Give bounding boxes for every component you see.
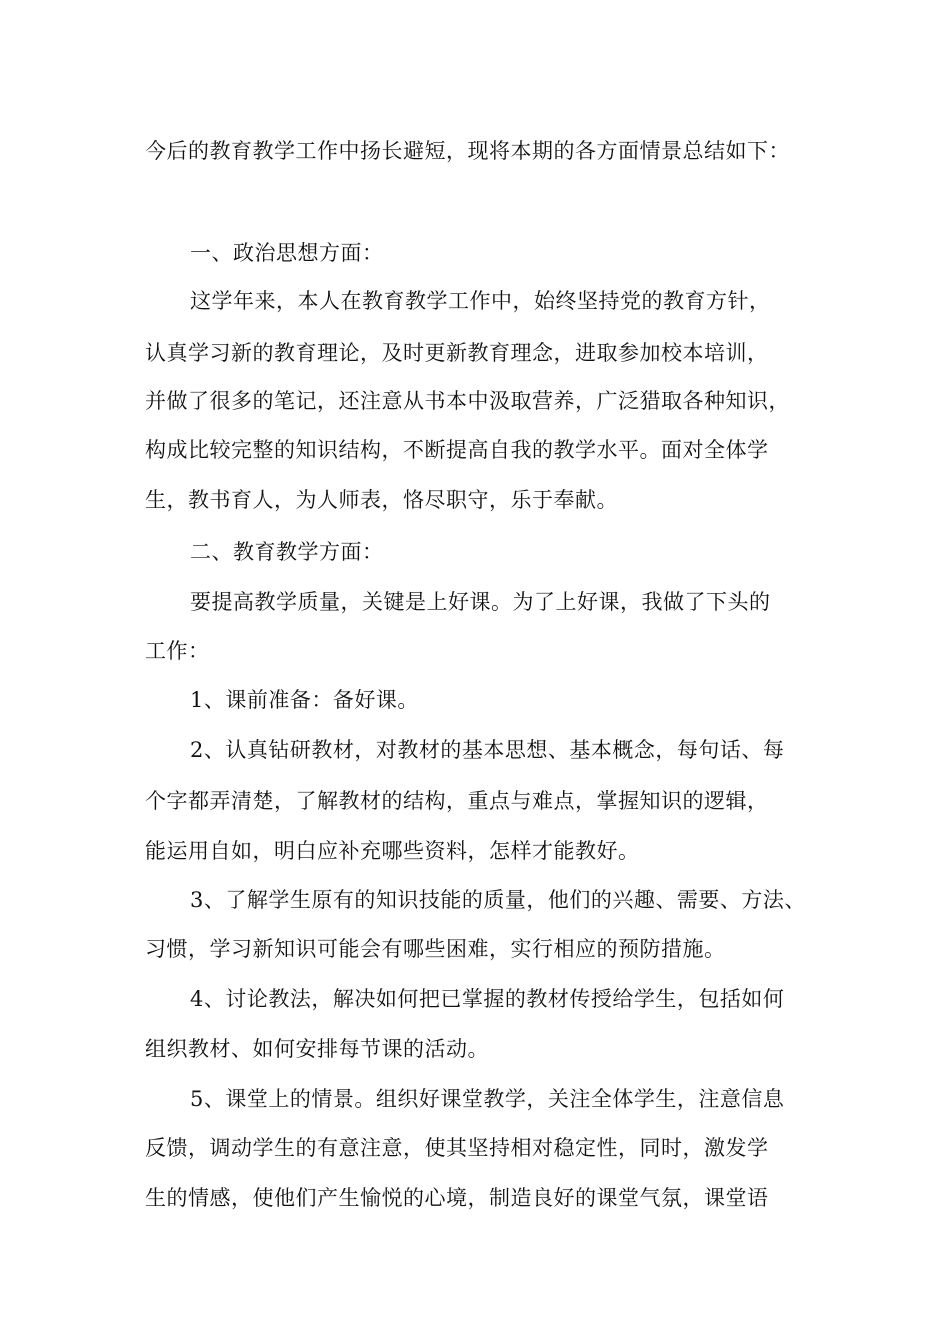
- paragraph-line: 能运用自如，明白应补充哪些资料，怎样才能教好。: [145, 839, 640, 863]
- paragraph-line: 并做了很多的笔记，还注意从书本中汲取营养，广泛猎取各种知识，: [145, 389, 790, 413]
- paragraph-line: 要提高教学质量，关键是上好课。为了上好课，我做了下头的: [190, 590, 771, 614]
- paragraph-line: 组织教材、如何安排每节课的活动。: [145, 1037, 489, 1061]
- list-item: 4、讨论教法，解决如何把已掌握的教材传授给学生，包括如何: [190, 987, 785, 1011]
- paragraph-line: 生的情感，使他们产生愉悦的心境，制造良好的课堂气氛，课堂语: [145, 1186, 769, 1210]
- paragraph-line: 这学年来，本人在教育教学工作中，始终坚持党的教育方针，: [190, 289, 771, 313]
- paragraph-line: 生，教书育人，为人师表，恪尽职守，乐于奉献。: [145, 488, 618, 512]
- list-item: 1、课前准备：备好课。: [190, 688, 419, 712]
- list-item: 2、认真钻研教材，对教材的基本思想、基本概念，每句话、每: [190, 738, 785, 762]
- list-item: 5、课堂上的情景。组织好课堂教学，关注全体学生，注意信息: [190, 1087, 785, 1111]
- section-heading: 一、政治思想方面：: [190, 241, 384, 265]
- list-item: 3、了解学生原有的知识技能的质量，他们的兴趣、需要、方法、: [190, 888, 806, 912]
- paragraph-line: 工作：: [145, 639, 210, 663]
- paragraph-line: 习惯，学习新知识可能会有哪些困难，实行相应的预防措施。: [145, 937, 726, 961]
- section-heading: 二、教育教学方面：: [190, 540, 384, 564]
- paragraph-line: 今后的教育教学工作中扬长避短，现将本期的各方面情景总结如下：: [145, 139, 790, 163]
- paragraph-line: 反馈，调动学生的有意注意，使其坚持相对稳定性，同时，激发学: [145, 1136, 769, 1160]
- paragraph-line: 构成比较完整的知识结构，不断提高自我的教学水平。面对全体学: [145, 438, 769, 462]
- paragraph-line: 认真学习新的教育理论，及时更新教育理念，进取参加校本培训，: [145, 341, 769, 365]
- paragraph-line: 个字都弄清楚，了解教材的结构，重点与难点，掌握知识的逻辑，: [145, 789, 769, 813]
